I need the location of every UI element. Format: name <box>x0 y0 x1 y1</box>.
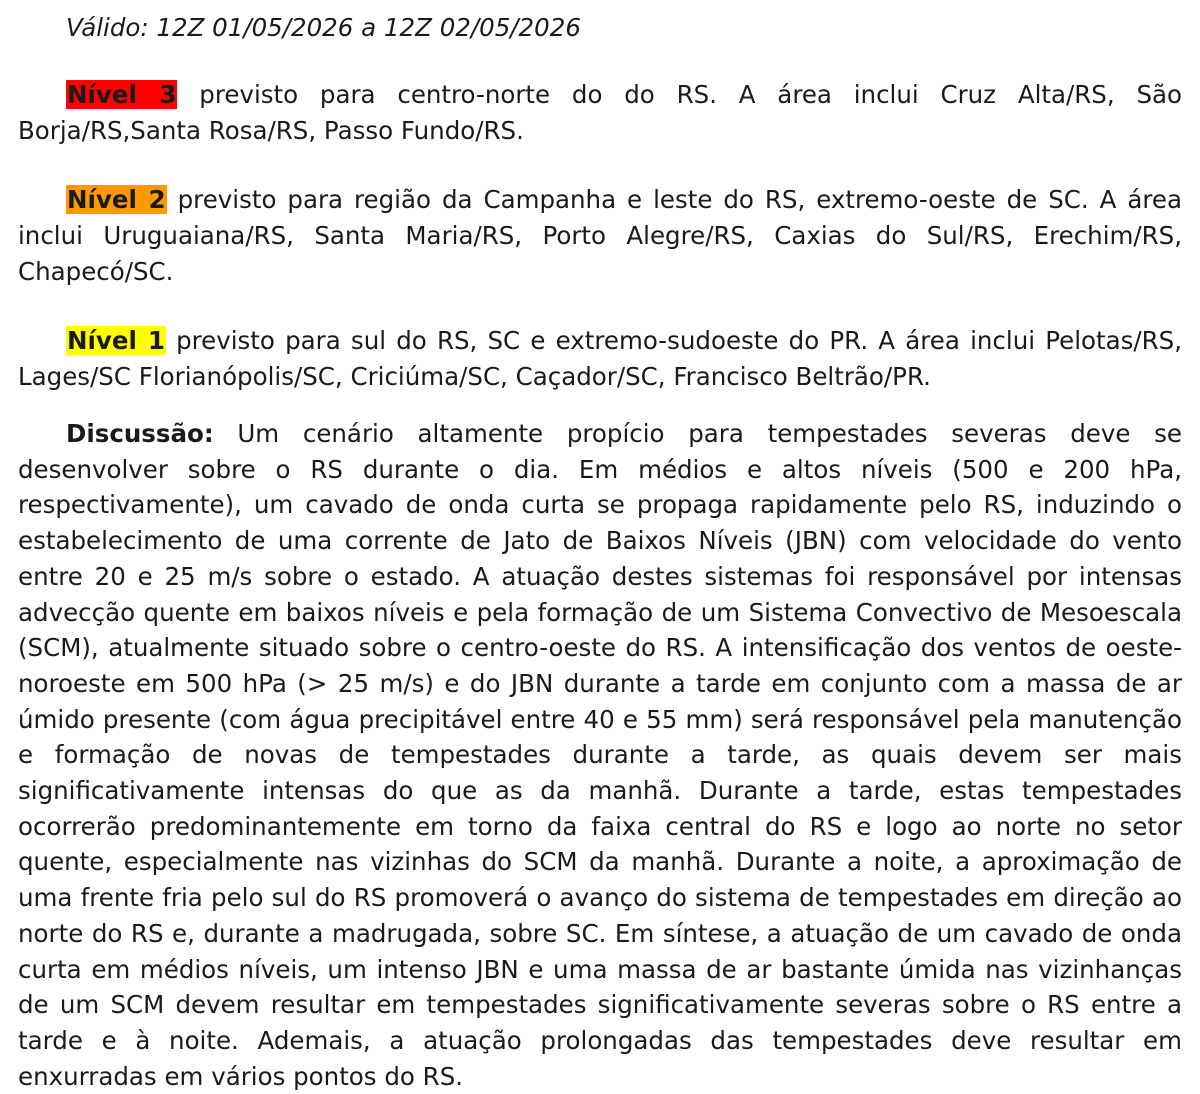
level-1-paragraph <box>18 323 1182 395</box>
discussion-paragraph <box>18 416 1182 1094</box>
forecast-document <box>18 8 1182 1094</box>
discussion-label: Discussão: <box>66 419 214 448</box>
level-3-description: previsto para centro-norte do do RS. A área inclui Cruz Alta/RS, São Borja/RS,Santa Rosa/RS, Passo Fundo/RS. <box>18 80 1182 145</box>
level-3-paragraph <box>18 77 1182 149</box>
level-2-description: previsto para região da Campanha e leste do RS, extremo-oeste de SC. A área inclui Uruguaiana/RS, Santa Maria/RS, Porto Alegre/RS, Caxias do Sul/RS, Erechim/RS, Chapecó/SC. <box>18 185 1182 286</box>
level-3-badge: Nível 3 <box>67 80 177 109</box>
discussion-text: Um cenário altamente propício para tempestades severas deve se desenvolver sobre o RS durante o dia. Em médios e altos níveis (500 e 200 hPa, respectivamente), um cavado de onda curta se propaga rapidamente pelo RS, induzindo o estabelecimento de uma corrente de Jato de Baixos Níveis (JBN) com velocidade do vento entre 20 e 25 m/s sobre o estado. A atuação destes sistemas foi responsável por intensas advecção quente em baixos níveis e pela formação de um Sistema Convectivo de Mesoescala (SCM), atualmente situado sobre o centro-oeste do RS. A intensificação dos ventos de oeste-noroeste em 500 hPa (> 25 m/s) e do JBN durante a tarde em conjunto com a massa de ar úmido presente (com água precipitável entre 40 e 55 mm) será responsável pela manutenção e formação de novas de tempestades durante a tarde, as quais devem ser mais significativamente intensas do que as da manhã. Durante a tarde, estas tempestades ocorrerão predominantemente em torno da faixa central do RS e logo ao norte no setor quente, especialmente nas vizinhas do SCM da manhã. Durante a noite, a aproximação de uma frente fria pelo sul do RS promoverá o avanço do sistema de tempestades em direção ao norte do RS e, durante a madrugada, sobre SC. Em síntese, a atuação de um cavado de onda curta em médios níveis, um intenso JBN e uma massa de ar bastante úmida nas vizinhanças de um SCM devem resultar em tempestades significativamente severas sobre o RS entre a tarde e à noite. Ademais, a atuação prolongadas das tempestades deve resultar em enxurradas em vários pontos do RS. <box>18 419 1182 1091</box>
level-2-badge: Nível 2 <box>67 185 166 214</box>
validity-period: Válido: 12Z 01/05/2026 a 12Z 02/05/2026 <box>66 13 581 42</box>
level-2-paragraph <box>18 182 1182 290</box>
level-1-badge: Nível 1 <box>67 326 165 355</box>
level-1-description: previsto para sul do RS, SC e extremo-sudoeste do PR. A área inclui Pelotas/RS, Lages/SC Florianópolis/SC, Criciúma/SC, Caçador/SC, Francisco Beltrão/PR. <box>18 326 1182 391</box>
